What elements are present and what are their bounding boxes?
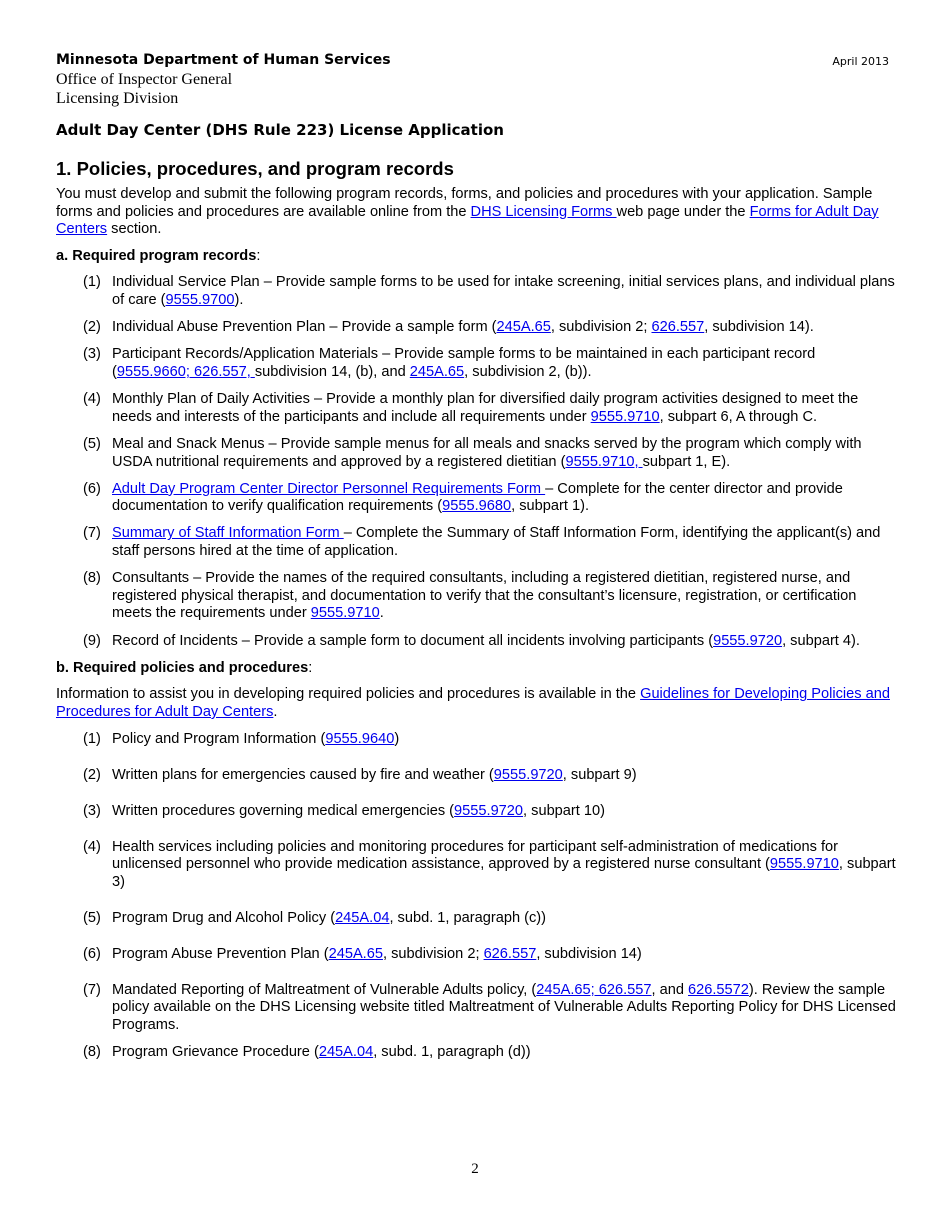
item-text: , and xyxy=(651,981,689,998)
main-content xyxy=(56,158,896,1080)
list-item xyxy=(56,525,896,560)
statute-link[interactable]: 9555.9720 xyxy=(454,802,524,819)
item-text: ). xyxy=(234,291,244,308)
statute-link[interactable]: 9555.9700 xyxy=(165,291,235,308)
item-text: ) xyxy=(394,730,400,747)
item-text: Mandated Reporting of Maltreatment of Vulnerable Adults policy, ( xyxy=(112,981,537,998)
item-text: , subpart 3) xyxy=(112,856,896,890)
item-number: (4) xyxy=(83,838,101,855)
list-item xyxy=(56,391,896,426)
statute-link[interactable]: 626.5572 xyxy=(688,981,749,998)
item-number: (7) xyxy=(83,525,101,542)
statute-link[interactable]: 9555.9710 xyxy=(310,605,380,622)
item-text: Meal and Snack Menus – Provide sample menus for all meals and snacks served by the program which comply with USDA nutritional requirements and approved by a registered dietitian ( xyxy=(112,435,862,470)
list-item xyxy=(56,731,896,749)
statute-link[interactable]: 9555.9680 xyxy=(442,498,512,515)
item-text: , subdivision 2, (b)). xyxy=(464,363,592,380)
item-text: – Complete for the center director and provide documentation to verify qualification requirements ( xyxy=(112,480,843,515)
page-number: 2 xyxy=(471,1161,479,1177)
item-text: , subpart 9) xyxy=(562,766,637,783)
intro-text: . xyxy=(273,704,278,720)
list-item xyxy=(56,274,896,309)
item-text: , subdivision 14) xyxy=(536,945,642,962)
list-item xyxy=(56,436,896,471)
item-number: (5) xyxy=(83,435,101,452)
item-text: ). Review the sample policy available on the DHS Licensing website titled Maltreatment of Vulnerable Adults Reporting Policy for DHS Licensed Programs. xyxy=(112,981,896,1033)
item-number: (1) xyxy=(83,274,101,291)
statute-link[interactable]: 9555.9710 xyxy=(590,408,660,425)
subsection-heading-text: a. Required program records xyxy=(56,247,257,264)
item-text: , subdivision 2; xyxy=(550,319,652,336)
statute-link[interactable]: 626.557 xyxy=(651,319,705,336)
department-name: Minnesota Department of Human Services xyxy=(56,52,391,68)
item-number: (8) xyxy=(83,1044,101,1061)
list-item xyxy=(56,946,896,964)
item-number: (9) xyxy=(83,632,101,649)
policies-intro xyxy=(56,686,896,721)
list-item xyxy=(56,481,896,516)
program-records-list xyxy=(56,274,896,650)
item-text: , subd. 1, paragraph (d)) xyxy=(373,1044,531,1061)
subsection-heading-text: b. Required policies and procedures xyxy=(56,659,309,676)
director-requirements-form-link[interactable]: Adult Day Program Center Director Personnel Requirements Form xyxy=(112,480,546,497)
item-number: (6) xyxy=(83,945,101,962)
statute-link[interactable]: 245A.04 xyxy=(335,909,390,926)
division-name: Licensing Division xyxy=(56,90,179,107)
item-number: (1) xyxy=(83,730,101,747)
statute-link[interactable]: 9555.9660; 626.557, xyxy=(116,363,255,380)
item-text: Monthly Plan of Daily Activities – Provide a monthly plan for diversified daily program activities designed to meet the needs and interests of the participants and include all requirements under xyxy=(112,391,859,425)
statute-link[interactable]: 626.557 xyxy=(483,945,537,962)
item-number: (5) xyxy=(83,909,101,926)
item-text: Participant Records/Application Materials – Provide sample forms to be maintained in each participant record ( xyxy=(112,346,816,380)
item-number: (7) xyxy=(83,981,101,998)
intro-text: You must develop and submit the following program records, forms, and policies and procedures with your application. Sample forms and policies and procedures are available online from the xyxy=(56,186,873,220)
statute-link[interactable]: 245A.65; 626.557 xyxy=(536,981,652,998)
item-text: Program Grievance Procedure ( xyxy=(112,1044,319,1061)
item-number: (3) xyxy=(83,802,101,819)
item-text: Written procedures governing medical emergencies ( xyxy=(112,802,455,819)
item-number: (6) xyxy=(83,480,101,497)
policies-list xyxy=(56,731,896,1062)
item-number: (8) xyxy=(83,570,101,587)
policy-guidelines-link[interactable]: Guidelines for Developing Policies and Procedures for Adult Day Centers xyxy=(56,686,890,720)
item-text: , subpart 6, A through C. xyxy=(659,408,818,425)
list-item xyxy=(56,910,896,928)
intro-text: web page under the xyxy=(616,203,750,220)
item-text: , subdivision 2; xyxy=(382,945,484,962)
forms-adult-day-centers-link[interactable]: Forms for Adult Day Centers xyxy=(56,203,879,238)
item-text: . xyxy=(379,605,384,622)
item-text: Record of Incidents – Provide a sample form to document all incidents involving participants ( xyxy=(112,632,714,649)
item-text: , subdivision 14). xyxy=(704,319,814,336)
item-text: Consultants – Provide the names of the required consultants, including a registered dietitian, registered nurse, and registered physical therapist, and documentation to verify that the consultant’s licensure, registration, or certification meets the requirements under xyxy=(112,570,857,622)
statute-link[interactable]: 245A.65 xyxy=(409,363,465,380)
item-text: , subpart 10) xyxy=(523,802,605,819)
list-item xyxy=(56,767,896,785)
list-item xyxy=(56,982,896,1035)
item-number: (4) xyxy=(83,391,101,408)
item-text: , subd. 1, paragraph (c)) xyxy=(389,909,546,926)
item-text: Individual Abuse Prevention Plan – Provide a sample form ( xyxy=(112,319,497,336)
office-name: Office of Inspector General xyxy=(56,71,233,88)
heading-colon: : xyxy=(256,247,261,264)
section-intro xyxy=(56,186,896,239)
list-item xyxy=(56,803,896,821)
intro-text: Information to assist you in developing required policies and procedures is available in the xyxy=(56,686,641,703)
item-text: , subpart 4). xyxy=(782,632,860,649)
list-item xyxy=(56,1044,896,1062)
item-number: (2) xyxy=(83,319,101,336)
item-text: Written plans for emergencies caused by fire and weather ( xyxy=(112,766,494,783)
statute-link[interactable]: 9555.9640 xyxy=(325,730,395,747)
item-number: (2) xyxy=(83,766,101,783)
document-date: April 2013 xyxy=(832,55,889,68)
item-text: Program Abuse Prevention Plan ( xyxy=(112,945,329,962)
item-text: subpart 1, E). xyxy=(642,453,731,470)
item-text: – Complete the Summary of Staff Information Form, identifying the applicant(s) and staff persons hired at the time of application. xyxy=(112,525,881,560)
statute-link[interactable]: 9555.9720 xyxy=(713,632,783,649)
statute-link[interactable]: 9555.9710, xyxy=(565,453,643,470)
item-number: (3) xyxy=(83,346,101,363)
list-item xyxy=(56,633,896,651)
dhs-licensing-forms-link[interactable]: DHS Licensing Forms xyxy=(470,203,617,220)
statute-link[interactable]: 9555.9720 xyxy=(493,766,563,783)
item-text: Program Drug and Alcohol Policy ( xyxy=(112,909,336,926)
item-text: subdivision 14, (b), and xyxy=(254,363,410,380)
list-item xyxy=(56,319,896,337)
list-item xyxy=(56,570,896,623)
item-text: , subpart 1). xyxy=(511,498,590,515)
item-text: Health services including policies and monitoring procedures for participant self-administration of medications for unlicensed personnel who provide medication assistance, approved by a registered nurse consultant ( xyxy=(112,838,838,873)
list-item xyxy=(56,839,896,892)
subsection-heading-a xyxy=(56,248,896,266)
heading-colon: : xyxy=(308,659,313,676)
intro-text: section. xyxy=(107,221,162,238)
document-title: Adult Day Center (DHS Rule 223) License Application xyxy=(56,121,504,139)
section-title: 1. Policies, procedures, and program records xyxy=(56,158,454,179)
list-item xyxy=(56,346,896,381)
statute-link[interactable]: 245A.65 xyxy=(496,319,551,336)
item-text: Individual Service Plan – Provide sample forms to be used for intake screening, initial services plans, and individual plans of care ( xyxy=(112,274,895,308)
statute-link[interactable]: 9555.9710 xyxy=(769,856,839,873)
subsection-heading-b xyxy=(56,660,896,678)
statute-link[interactable]: 245A.04 xyxy=(318,1044,374,1061)
item-text: Policy and Program Information ( xyxy=(112,730,326,747)
staff-information-form-link[interactable]: Summary of Staff Information Form xyxy=(112,525,344,542)
statute-link[interactable]: 245A.65 xyxy=(328,945,383,962)
